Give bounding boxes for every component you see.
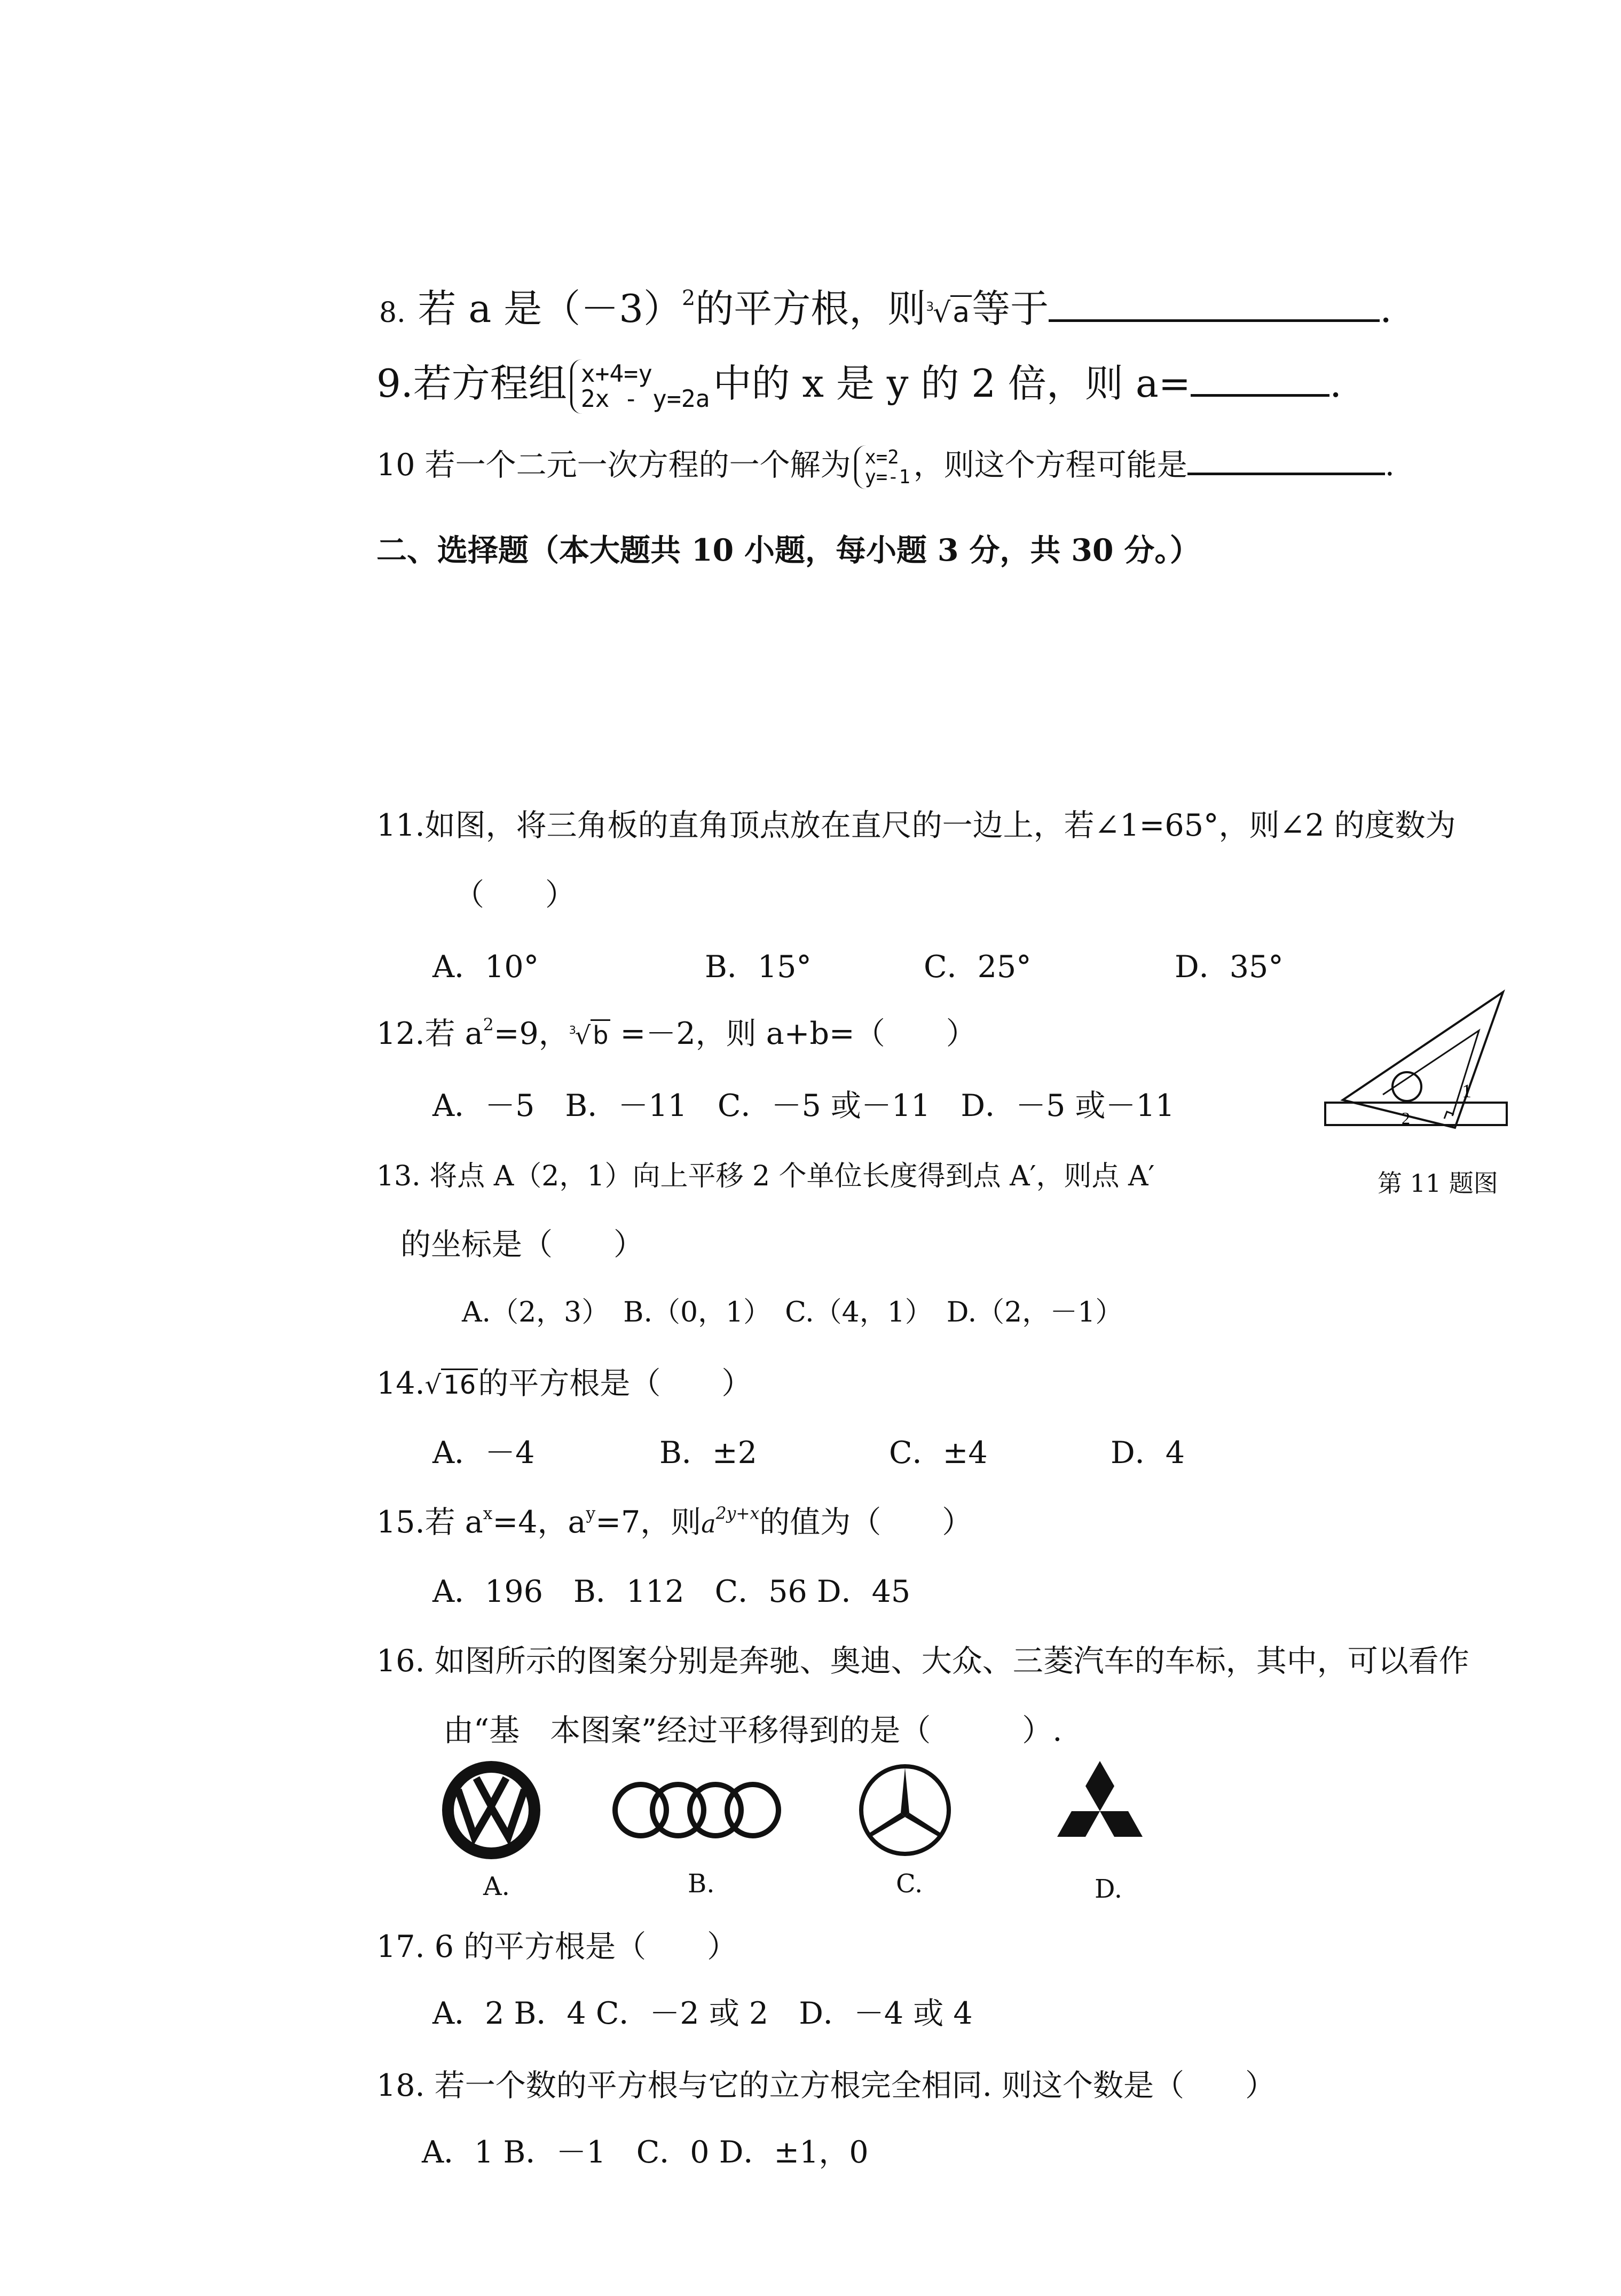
cube-root-a: $^3$√a [926,297,972,329]
mitsubishi-logo-icon[interactable] [1044,1757,1156,1863]
q9-end: . [1329,361,1342,406]
q10-answer-blank[interactable] [1187,444,1385,475]
question-12 [376,1009,977,1053]
angle-1-label: 1 [1462,1080,1472,1102]
q14-option-d[interactable]: D．4 [1111,1435,1185,1471]
q12-square: 2 [483,1015,494,1035]
angle-2-label: 2 [1402,1108,1410,1128]
q14-option-c[interactable]: C．±4 [889,1435,988,1471]
triangle-hole [1392,1072,1421,1101]
q14-option-b[interactable]: B．±2 [659,1435,757,1471]
audi-logo-icon[interactable] [609,1778,785,1842]
question-11: 11.如图，将三角板的直角顶点放在直尺的一边上，若∠1=65°，则∠2 的度数为 [376,808,1456,843]
q15-exponent: 2y+x [715,1504,760,1523]
question-9 [376,352,1342,414]
triangle-ruler-figure [1319,988,1522,1137]
q15-options[interactable]: A．196 B．112 C．56 D．45 [432,1574,911,1609]
q15-mid: =4，a [492,1505,586,1540]
q13-options[interactable]: A.（2，3） B.（0，1） C.（4，1） D.（2，－1） [462,1296,1123,1328]
q11-option-b[interactable]: B．15° [705,949,812,985]
cube-root-b: $^3$√b [569,1021,611,1050]
solution-x: x=2 [864,446,899,468]
q8-end: . [1380,286,1392,331]
q9-pre: 9.若方程组 [376,361,567,406]
q11-option-c[interactable]: C．25° [924,949,1032,985]
logo-label-d: D. [1095,1874,1123,1904]
q12-mid: =9， [493,1016,569,1051]
q15-post: 的值为（ ） [759,1505,973,1540]
q8-square: 2 [682,286,696,311]
q11-option-a[interactable]: A．10° [432,949,539,985]
q12-post: =－2，则 a+b=（ ） [610,1016,977,1051]
q11-paren: （ ） [454,877,576,913]
q9-answer-blank[interactable] [1191,358,1329,397]
logo-label-b: B. [688,1869,715,1899]
q10-post: ，则这个方程可能是 [913,447,1187,483]
equation-2: 2x - y=2a [580,385,710,413]
question-10 [376,441,1395,489]
q12-pre: 12.若 a [376,1016,483,1051]
q8-post: 等于 [972,286,1049,331]
q9-post: 中的 x 是 y 的 2 倍，则 a= [713,361,1191,406]
q15-exp-x: x [483,1504,493,1523]
question-14 [376,1359,752,1403]
mercedes-logo-icon[interactable] [854,1759,956,1861]
question-13-line-2: 的坐标是（ ） [400,1227,644,1262]
q10-pre: 10 若一个二元一次方程的一个解为 [376,447,851,483]
logo-label-a: A. [483,1872,510,1901]
ruler [1325,1103,1507,1125]
q15-base: a [701,1509,716,1538]
figure-11-caption: 第 11 题图 [1378,1169,1498,1198]
q15-exp-y: y [586,1504,596,1523]
q15-mid2: =7，则 [595,1505,702,1540]
q14-post: 的平方根是（ ） [478,1366,752,1401]
question-18: 18. 若一个数的平方根与它的立方根完全相同. 则这个数是（ ） [376,2068,1276,2103]
q14-option-a[interactable]: A．－4 [432,1435,535,1471]
solution-y: y=-1 [864,466,910,488]
question-17: 17. 6 的平方根是（ ） [376,1929,738,1964]
triangle-board [1343,992,1503,1128]
volkswagen-logo-icon[interactable] [438,1757,545,1863]
q8-number: 8. [379,297,406,329]
q14-pre: 14. [376,1366,425,1401]
solution-system [854,445,910,489]
question-15 [376,1498,972,1542]
question-16-line-1: 16. 如图所示的图案分别是奔驰、奥迪、大众、三菱汽车的车标，其中，可以看作 [376,1644,1469,1679]
question-13-line-1: 13. 将点 A（2，1）向上平移 2 个单位长度得到点 A′，则点 A′ [376,1160,1155,1192]
question-8 [379,278,1392,333]
q18-options[interactable]: A．1 B．－1 C．0 D．±1，0 [422,2135,869,2170]
question-16-line-2: 由“基 本图案”经过平移得到的是（ ）. [443,1713,1063,1748]
q8-mid: 的平方根，则 [695,286,926,331]
q12-options[interactable]: A．－5 B．－11 C．－5 或－11 D．－5 或－11 [432,1088,1175,1123]
q8-answer-blank[interactable] [1049,283,1380,322]
equation-system [570,359,710,414]
q10-end: . [1384,447,1395,483]
q15-pre: 15.若 a [376,1505,483,1540]
q11-option-d[interactable]: D．35° [1175,949,1284,985]
logo-label-c: C. [896,1869,923,1899]
q8-pre: 若 a 是（－3） [418,286,682,331]
square-root-16: √16 [425,1370,478,1400]
q17-options[interactable]: A．2 B．4 C．－2 或 2 D．－4 或 4 [432,1996,973,2031]
equation-1: x+4=y [580,360,653,388]
section-2-heading: 二、选择题（本大题共 10 小题，每小题 3 分，共 30 分。） [376,532,1200,568]
